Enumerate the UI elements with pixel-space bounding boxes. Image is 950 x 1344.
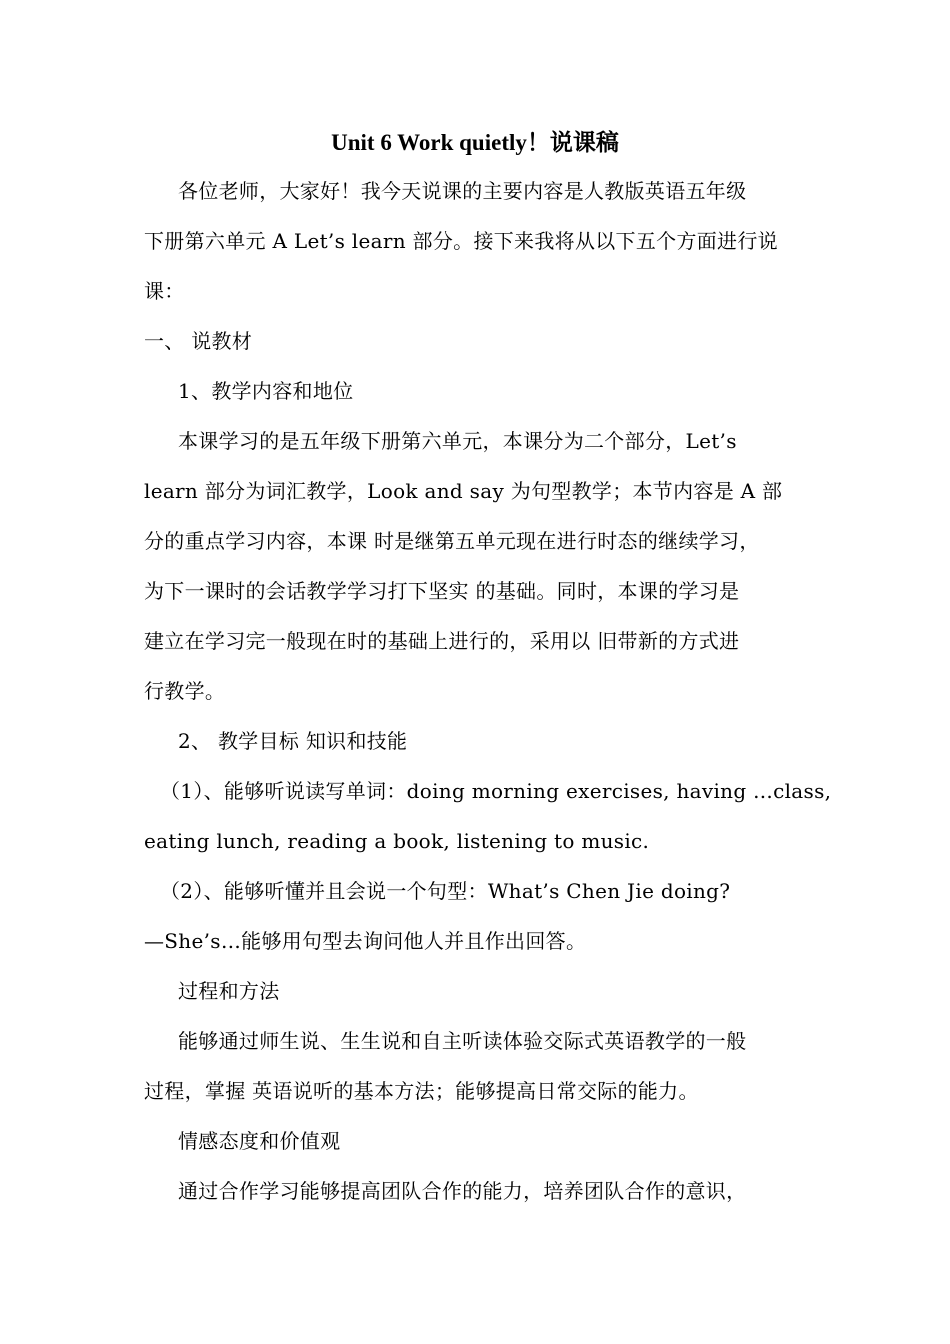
list-item: （1）、能够听说读写单词：doing morning exercises, having ...class, xyxy=(160,779,832,803)
paragraph-line: 本课学习的是五年级下册第六单元，本课分为二个部分，Let’s xyxy=(178,429,737,453)
paragraph-line: 过程，掌握 英语说听的基本方法；能够提高日常交际的能力。 xyxy=(144,1079,699,1103)
paragraph-line: 为下一课时的会话教学学习打下坚实 的基础。同时，本课的学习是 xyxy=(144,579,740,603)
list-item-continuation: —She’s…能够用句型去询问他人并且作出回答。 xyxy=(144,929,587,953)
paragraph-line: 建立在学习完一般现在时的基础上进行的，采用以 旧带新的方式进 xyxy=(144,629,740,653)
subsection-heading: 1、教学内容和地位 xyxy=(178,379,354,403)
paragraph-line: 各位老师，大家好！我今天说课的主要内容是人教版英语五年级 xyxy=(178,179,747,203)
subsection-heading: 过程和方法 xyxy=(178,979,280,1003)
paragraph-line: 能够通过师生说、生生说和自主听读体验交际式英语教学的一般 xyxy=(178,1029,747,1053)
section-heading: 一、 说教材 xyxy=(144,329,253,353)
paragraph-line: 分的重点学习内容，本课 时是继第五单元现在进行时态的继续学习， xyxy=(144,529,760,553)
paragraph-line: 课： xyxy=(144,279,185,303)
paragraph-line: learn 部分为词汇教学，Look and say 为句型教学；本节内容是 A 部 xyxy=(144,479,783,503)
paragraph-line: 通过合作学习能够提高团队合作的能力，培养团队合作的意识， xyxy=(178,1179,747,1203)
document-title: Unit 6 Work quietly！说课稿 xyxy=(331,130,619,155)
list-item: （2）、能够听懂并且会说一个句型：What’s Chen Jie doing? xyxy=(160,879,731,903)
paragraph-line: 行教学。 xyxy=(144,679,226,703)
subsection-heading: 2、 教学目标 知识和技能 xyxy=(178,729,408,753)
list-item-continuation: eating lunch, reading a book, listening to music. xyxy=(144,829,650,853)
subsection-heading: 情感态度和价值观 xyxy=(178,1129,341,1153)
paragraph-line: 下册第六单元 A Let’s learn 部分。接下来我将从以下五个方面进行说 xyxy=(144,229,778,253)
